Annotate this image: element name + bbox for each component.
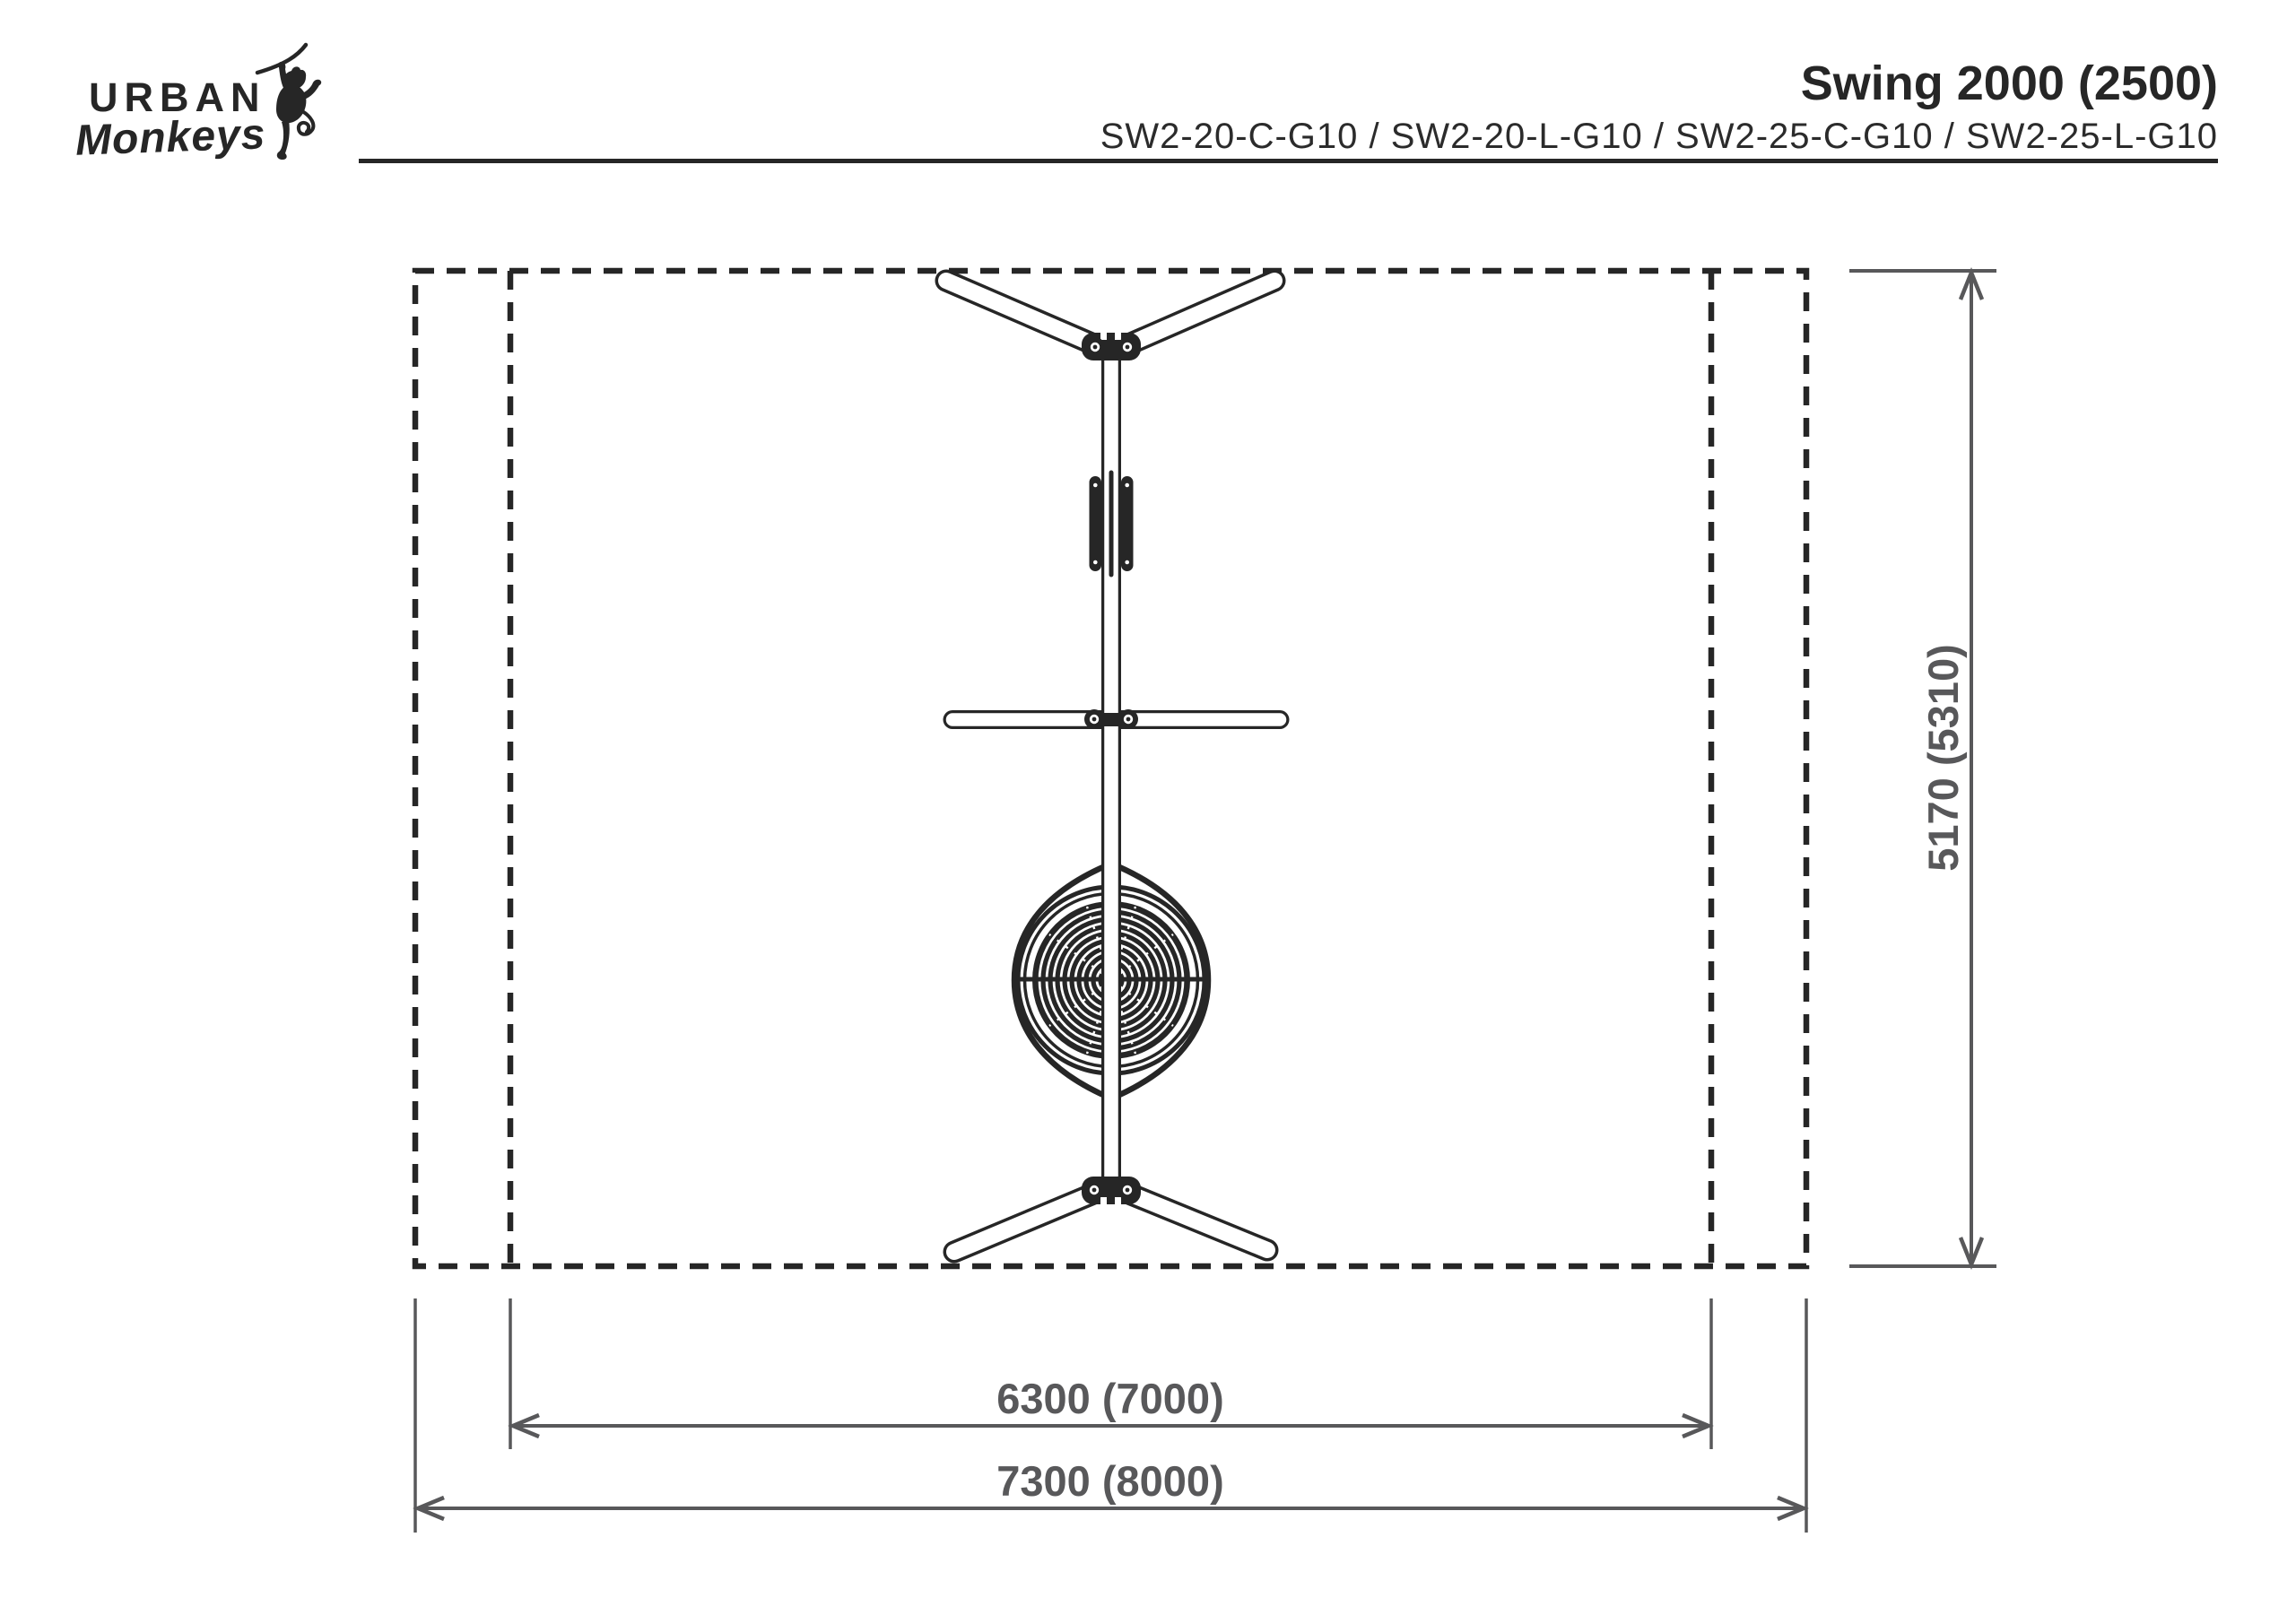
top-frame-joint: [1082, 333, 1141, 360]
product-codes: SW2-20-C-G10 / SW2-20-L-G10 / SW2-25-C-G10 / SW2-25-L-G10: [1100, 117, 2218, 156]
dimension-label-height: 5170 (5310): [1919, 644, 1967, 872]
dimension-label-inner-width: 6300 (7000): [996, 1375, 1224, 1422]
brand-name-line1: URBAN: [89, 74, 266, 120]
beam-clamp-grip: [1090, 473, 1134, 575]
brand-name-line2: Monkeys: [74, 110, 267, 165]
dimension-label-outer-width: 7300 (8000): [996, 1457, 1224, 1505]
bottom-frame-joint: [1082, 1177, 1141, 1204]
page-title: Swing 2000 (2500): [1800, 56, 2218, 110]
